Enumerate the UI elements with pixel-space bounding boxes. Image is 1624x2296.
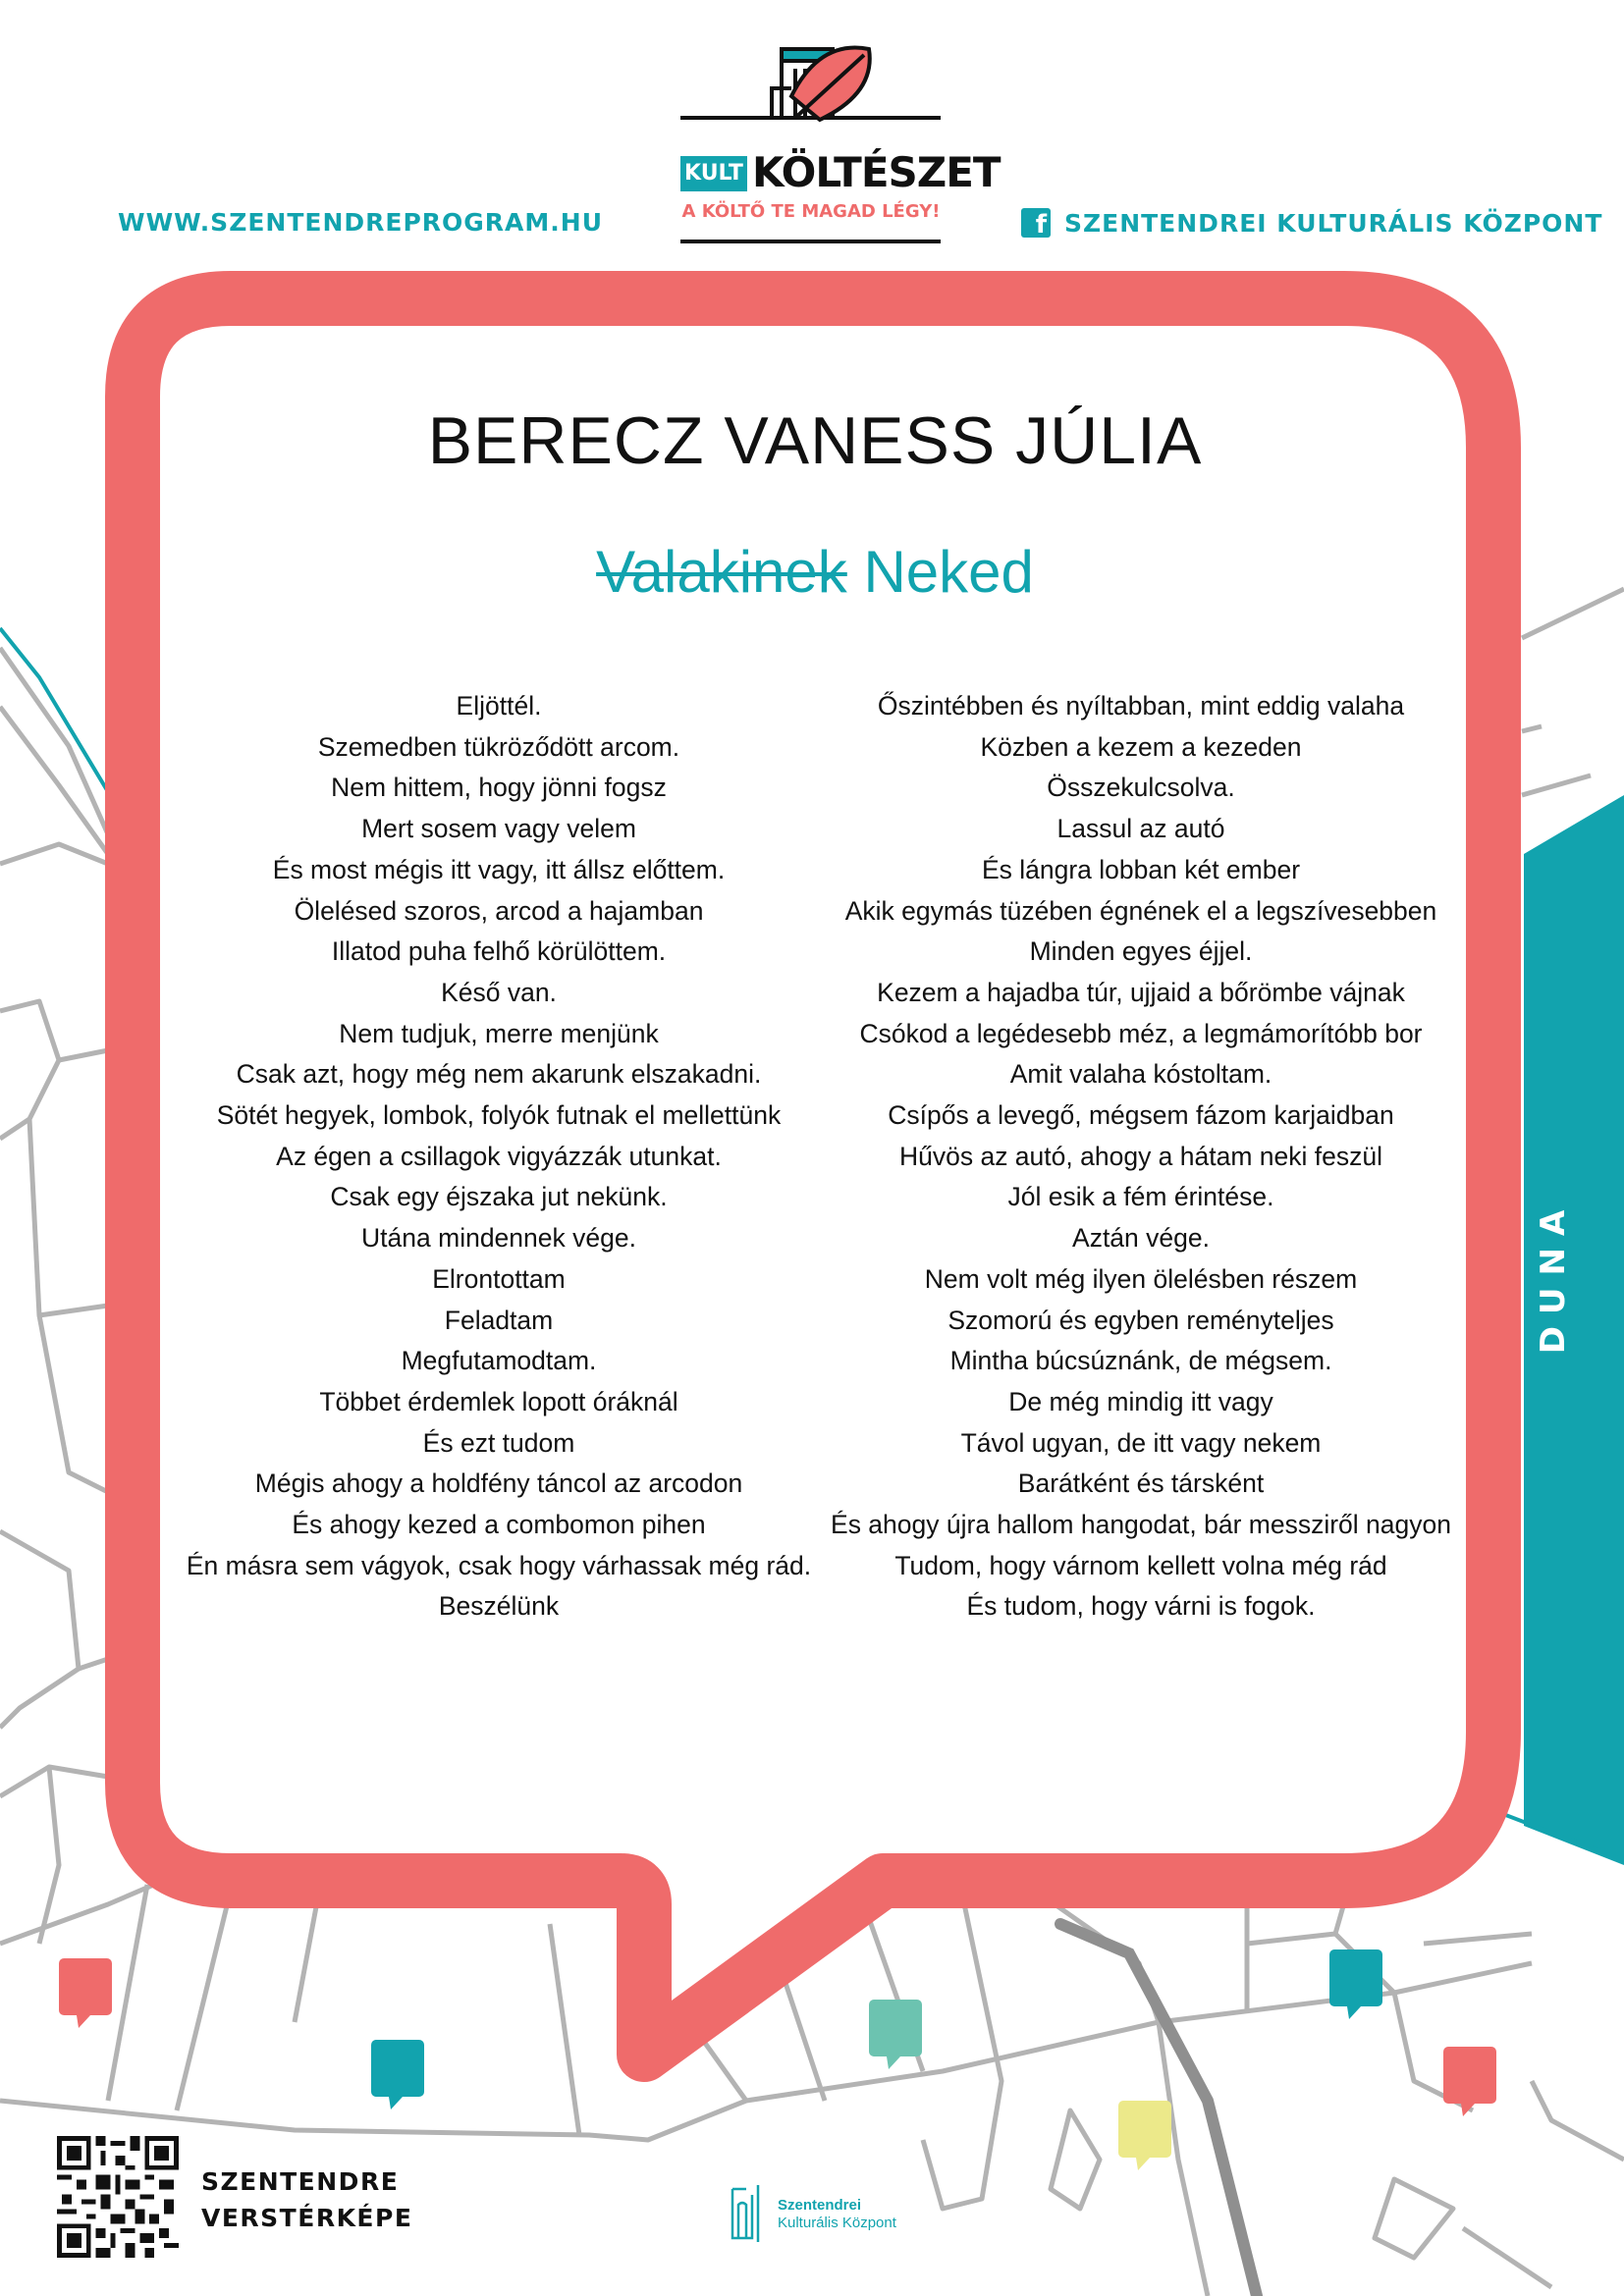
poem-line: Kezem a hajadba túr, ujjaid a bőrömbe vájnak [877, 977, 1405, 1007]
poem-line: És ezt tudom [422, 1427, 575, 1458]
poem-line: Eljöttél. [456, 691, 542, 721]
poem-line: Jól esik a fém érintése. [1007, 1182, 1274, 1212]
poem-right-column [797, 686, 1485, 1628]
map-marker-yellow [1118, 2101, 1171, 2170]
poem-line: Ölelésed szoros, arcod a hajamban [294, 895, 704, 926]
poem-line: Feladtam [444, 1305, 554, 1335]
poem-line: Többet érdemlek lopott óráknál [319, 1386, 678, 1416]
facebook-link[interactable] [1021, 208, 1602, 238]
map-marker-coral-left [59, 1958, 112, 2028]
poem-line: Mert sosem vagy velem [361, 814, 636, 844]
poem-title [226, 538, 1404, 606]
poem-line: És lángra lobban két ember [981, 854, 1301, 884]
poem-line: De még mindig itt vagy [1008, 1386, 1273, 1416]
poem-line: Lassul az autó [1056, 814, 1225, 844]
poem-line: Hűvös az autó, ahogy a hátam neki feszül [898, 1141, 1382, 1171]
teal-road-left [0, 628, 110, 795]
poem-line: Őszintébben és nyíltabban, mint eddig valaha [877, 691, 1405, 721]
map-marker-mint [869, 2000, 922, 2069]
poem-line: Szomorú és egyben reményteljes [947, 1305, 1334, 1335]
poem-author: BERECZ VANESS JÚLIA [427, 403, 1203, 478]
poem-line: Beszélünk [438, 1591, 560, 1622]
map-title [201, 2163, 412, 2236]
poem-line: És ahogy újra hallom hangodat, bár messziről nagyon [831, 1510, 1451, 1540]
logo-tagline: A KÖLTŐ TE MAGAD LÉGY! [681, 201, 941, 222]
poem-line: Összekulcsolva. [1047, 773, 1235, 803]
poem-line: Mégis ahogy a holdfény táncol az arcodon [254, 1468, 743, 1499]
logo-kult-badge: KULT [680, 156, 747, 191]
map-title-line1: SZENTENDRE [201, 2167, 400, 2196]
facebook-link-label: SZENTENDREI KULTURÁLIS KÖZPONT [1064, 208, 1603, 238]
poem-line: Minden egyes éjjel. [1029, 936, 1253, 967]
map-marker-coral-right [1443, 2047, 1496, 2116]
poem-line: Közben a kezem a kezeden [980, 731, 1302, 762]
poem-line: Csak egy éjszaka jut nekünk. [330, 1182, 668, 1212]
poem-line: Csípős a levegő, mégsem fázom karjaidban [888, 1100, 1394, 1131]
poem-line: Én másra sem vágyok, csak hogy várhassak még rád. [186, 1550, 812, 1580]
poem-line: És most mégis itt vagy, itt állsz előttem. [272, 854, 726, 884]
poem-line: Szemedben tükröződött arcom. [317, 731, 680, 762]
logo-title: KÖLTÉSZET [752, 148, 1001, 196]
poem-line: Mintha búcsúznánk, de mégsem. [949, 1346, 1332, 1376]
org-name-line2: Kulturális Központ [778, 2215, 896, 2231]
website-link[interactable]: WWW.SZENTENDREPROGRAM.HU [118, 208, 603, 237]
map-title-line2: VERSTÉRKÉPE [201, 2204, 413, 2232]
poem-line: Távol ugyan, de itt vagy nekem [960, 1427, 1322, 1458]
poem-line: Sötét hegyek, lombok, folyók futnak el mellettünk [216, 1100, 782, 1131]
poem-line: Nem tudjuk, merre menjünk [339, 1018, 659, 1048]
poem-line: Elrontottam [432, 1263, 566, 1294]
poem-line: Amit valaha kóstoltam. [1009, 1059, 1272, 1090]
poem-line: Akik egymás tüzében égnének el a legszívesebben [844, 895, 1437, 926]
poem-line: Nem hittem, hogy jönni fogsz [331, 773, 667, 803]
poem-line: Barátként és társként [1017, 1468, 1265, 1499]
map-marker-teal-right [1329, 1949, 1382, 2019]
org-name-line1: Szentendrei [778, 2197, 862, 2214]
poem-title-main: Neked [863, 539, 1034, 605]
qr-code[interactable] [57, 2136, 179, 2258]
poem-line: Tudom, hogy várnom kellett volna még rád [894, 1550, 1387, 1580]
poem-left-column [155, 686, 842, 1628]
river-label-text: DUNA [1534, 1198, 1573, 1355]
poem-line: Megfutamodtam. [401, 1346, 597, 1376]
poem-line: És tudom, hogy várni is fogok. [966, 1591, 1316, 1622]
poem-title-struck: Valakinek [596, 539, 847, 605]
poem-line: Késő van. [441, 977, 557, 1007]
poem-line: Nem volt még ilyen ölelésben részem [924, 1263, 1358, 1294]
poem-line: Csak azt, hogy még nem akarunk elszakadni. [236, 1059, 762, 1090]
org-logo [729, 2181, 905, 2244]
poem-line: Utána mindennek vége. [361, 1223, 636, 1254]
poem-line: És ahogy kezed a combomon pihen [292, 1510, 706, 1540]
poem-line: Aztán vége. [1072, 1223, 1210, 1254]
facebook-icon: f [1021, 208, 1051, 238]
map-marker-teal-left [371, 2040, 424, 2109]
river-label [1504, 1198, 1602, 1355]
poem-line: Illatod puha felhő körülöttem. [331, 936, 667, 967]
poem-line: Csókod a legédesebb méz, a legmámorítóbb bor [859, 1018, 1423, 1048]
poem-line: Az égen a csillagok vigyázzák utunkat. [276, 1141, 722, 1171]
org-logo-icon [729, 2181, 768, 2244]
